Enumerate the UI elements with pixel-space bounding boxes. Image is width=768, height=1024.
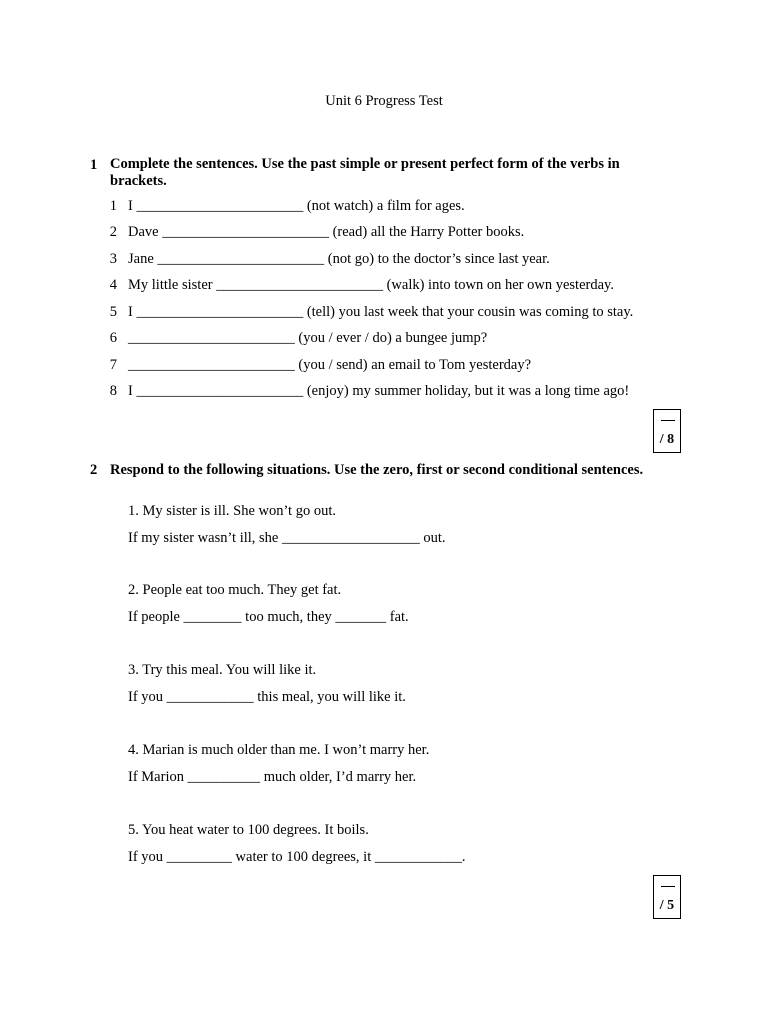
exercise-sentence: My little sister _______________________ (walk) into town on her own yesterday.: [128, 277, 614, 293]
item-number: 5: [109, 304, 117, 320]
exercise-sentence: I _______________________ (enjoy) my summer holiday, but it was a long time ago!: [128, 383, 630, 399]
situation-prompt: 2. People eat too much. They get fat.: [128, 582, 342, 598]
conditional-answer: If my sister wasn’t ill, she ___________________ out.: [128, 530, 446, 546]
exercise-sentence: Jane _______________________ (not go) to the doctor’s since last year.: [128, 251, 550, 267]
exercise-sentence: _______________________ (you / ever / do) a bungee jump?: [128, 330, 488, 346]
exercise-sentence: I _______________________ (not watch) a film for ages.: [128, 198, 465, 214]
exercise-sentence: _______________________ (you / send) an email to Tom yesterday?: [128, 357, 532, 373]
conditional-answer: If Marion __________ much older, I’d marry her.: [128, 769, 417, 785]
situation-prompt: 3. Try this meal. You will like it.: [128, 662, 317, 678]
item-number: 3: [109, 251, 117, 267]
item-number: 1: [109, 198, 117, 214]
score-blank: [661, 886, 675, 887]
score-total: / 5: [659, 898, 675, 913]
item-number: 2: [109, 224, 117, 240]
page-title: Unit 6 Progress Test: [325, 93, 443, 109]
score-total: / 8: [659, 432, 675, 447]
situation-prompt: 5. You heat water to 100 degrees. It boils.: [128, 822, 369, 838]
item-number: 6: [109, 330, 117, 346]
section-1-instruction: Complete the sentences. Use the past simple or present perfect form of the verbs in brackets.: [110, 156, 620, 189]
item-number: 4: [109, 277, 117, 293]
item-number: 7: [109, 357, 117, 373]
situation-prompt: 4. Marian is much older than me. I won’t marry her.: [128, 742, 430, 758]
conditional-answer: If people ________ too much, they _______ fat.: [128, 609, 409, 625]
section-2-number: 2: [90, 462, 98, 478]
section-2-score-box: [653, 875, 681, 919]
item-number: 8: [109, 383, 117, 399]
exercise-sentence: Dave _______________________ (read) all the Harry Potter books.: [128, 224, 525, 240]
score-blank: [661, 420, 675, 421]
conditional-answer: If you _________ water to 100 degrees, it ____________.: [128, 849, 466, 865]
exercise-sentence: I _______________________ (tell) you last week that your cousin was coming to stay.: [128, 304, 634, 320]
section-1-number: 1: [90, 157, 98, 173]
section-2-instruction: Respond to the following situations. Use the zero, first or second conditional sentences.: [110, 462, 644, 478]
situation-prompt: 1. My sister is ill. She won’t go out.: [128, 503, 336, 519]
section-1-score-box: [653, 409, 681, 453]
conditional-answer: If you ____________ this meal, you will like it.: [128, 689, 406, 705]
